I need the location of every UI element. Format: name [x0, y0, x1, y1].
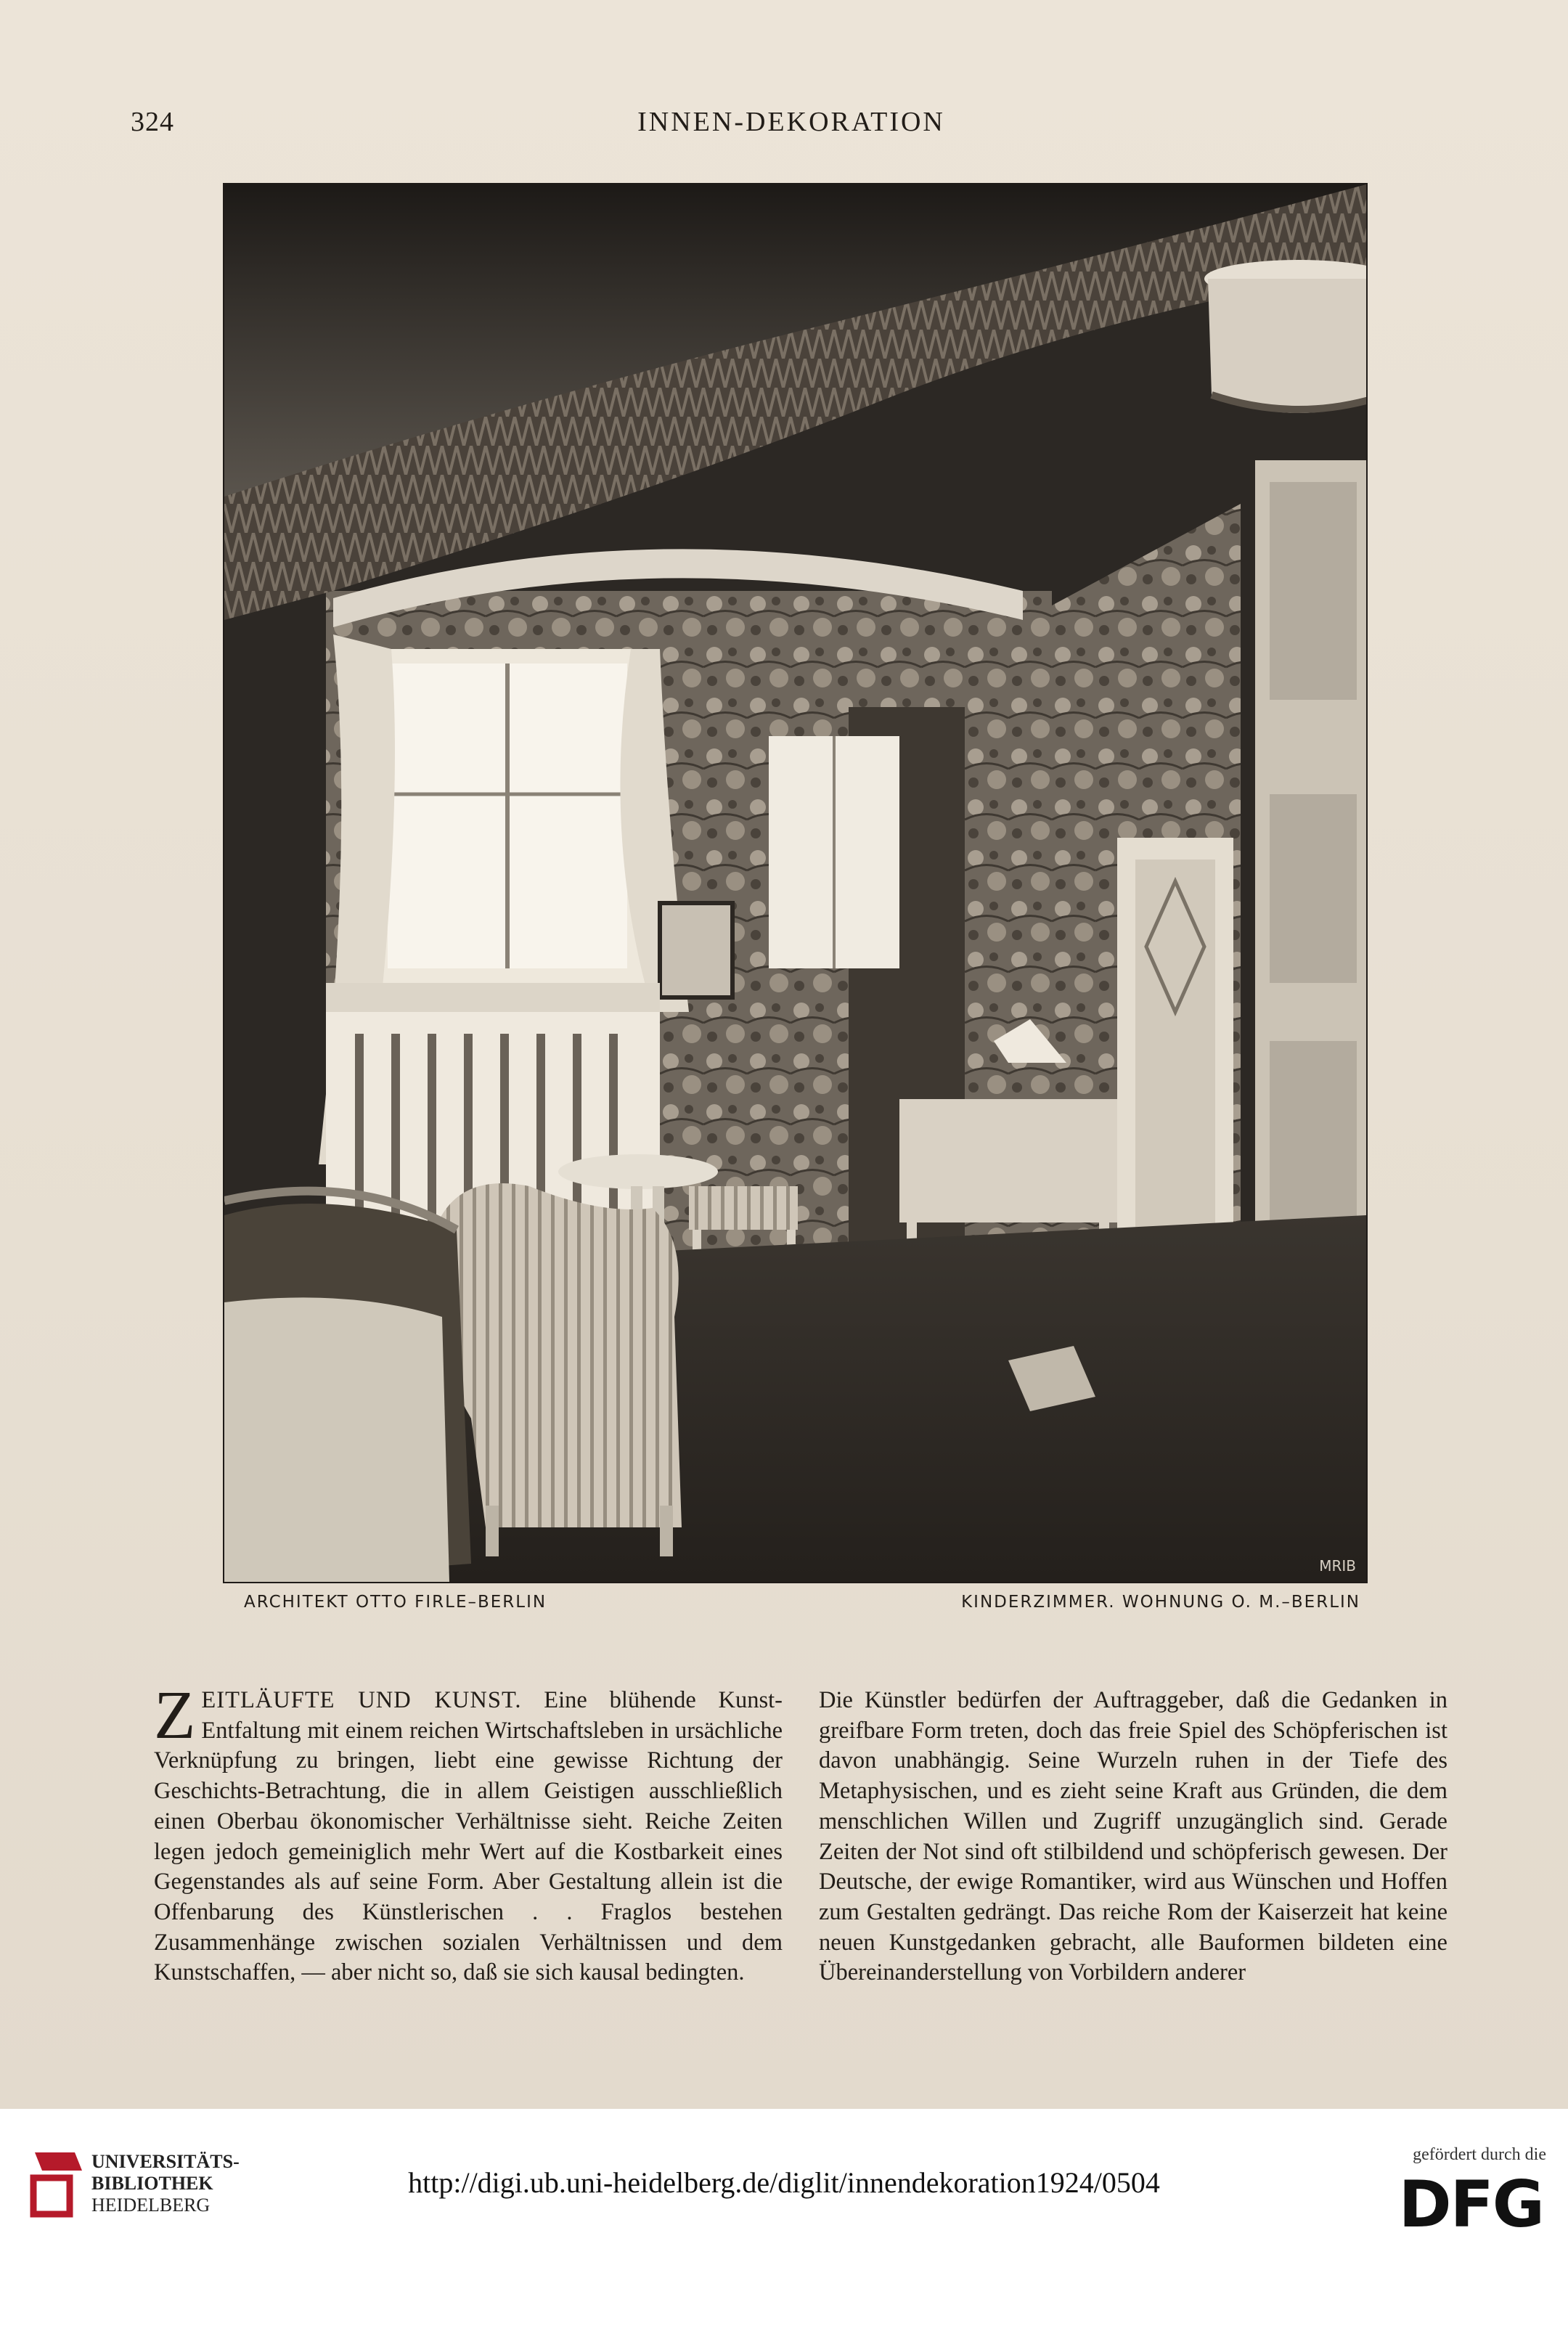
room-caption: KINDERZIMMER. WOHNUNG O. M.–BERLIN	[961, 1593, 1360, 1612]
article-column-right	[819, 1686, 1447, 2027]
footer-bar	[0, 2109, 1568, 2331]
library-name-line-1: UNIVERSITÄTS-	[91, 2151, 240, 2172]
permalink-url[interactable]: http://digi.ub.uni-heidelberg.de/diglit/innendekoration1924/0504	[408, 2166, 1160, 2199]
drop-cap: Z	[154, 1686, 196, 1753]
article-lead: EITLÄUFTE UND KUNST.	[201, 1687, 522, 1713]
page-number: 324	[131, 107, 174, 137]
dfg-logo: DFG	[1398, 2167, 1543, 2242]
library-name-line-3: HEIDELBERG	[91, 2195, 211, 2216]
funding-note: gefördert durch die	[1413, 2145, 1546, 2164]
running-head	[131, 106, 1452, 150]
photograph-plate	[224, 184, 1366, 1582]
article-text-left: Eine blühende Kunst-Entfaltung mit einem reichen Wirtschaftsleben in ursächliche Verknüpfung zu bringen, liebt eine gewisse Richtung der Geschichts-Betrachtung, die in allem Geistigen ausschließlich einen Oberbau ökonomischer Verhältnisse sieht. Reiche Zeiten legen jedoch gemeiniglich mehr Wert auf die Kostbarkeit eines Gegenstandes als auf seine Form. Aber Gestaltung allein ist die Offenbarung des Künstlerischen . . Fraglos bestehen Zusammenhänge zwischen sozialen Verhältnissen und dem Kunstschaffen, — aber nicht so, daß sie sich kausal bedingten.	[154, 1687, 783, 1986]
library-name-line-2: BIBLIOTHEK	[91, 2173, 213, 2194]
journal-title: INNEN-DEKORATION	[637, 107, 945, 137]
article-column-left	[154, 1686, 783, 2027]
engraver-mark: MRIB	[1319, 1557, 1356, 1575]
article-text-right: Die Künstler bedürfen der Auftraggeber, daß die Gedanken in greifbare Form treten, doch das freie Spiel des Schöpferischen ist davon unabhängig. Seine Wurzeln ruhen in der Tiefe des Metaphysischen, und es zieht seine Kraft aus Gründen, die dem menschlichen Willen und Zugriff unzugänglich sind. Gerade Zeiten der Not sind oft stilbildend und schöpferisch gewesen. Der Deutsche, der ewige Romantiker, wird aus Wünschen und Hoffen zum Gestalten gedrängt. Das reiche Rom der Kaiserzeit hat keine neuen Kunstgedanken gebracht, alle Bauformen bildeten eine Übereinanderstellung von Vorbildern anderer	[819, 1687, 1447, 1986]
bedroom-photograph	[224, 184, 1366, 1582]
architect-caption: ARCHITEKT OTTO FIRLE–BERLIN	[244, 1593, 547, 1612]
